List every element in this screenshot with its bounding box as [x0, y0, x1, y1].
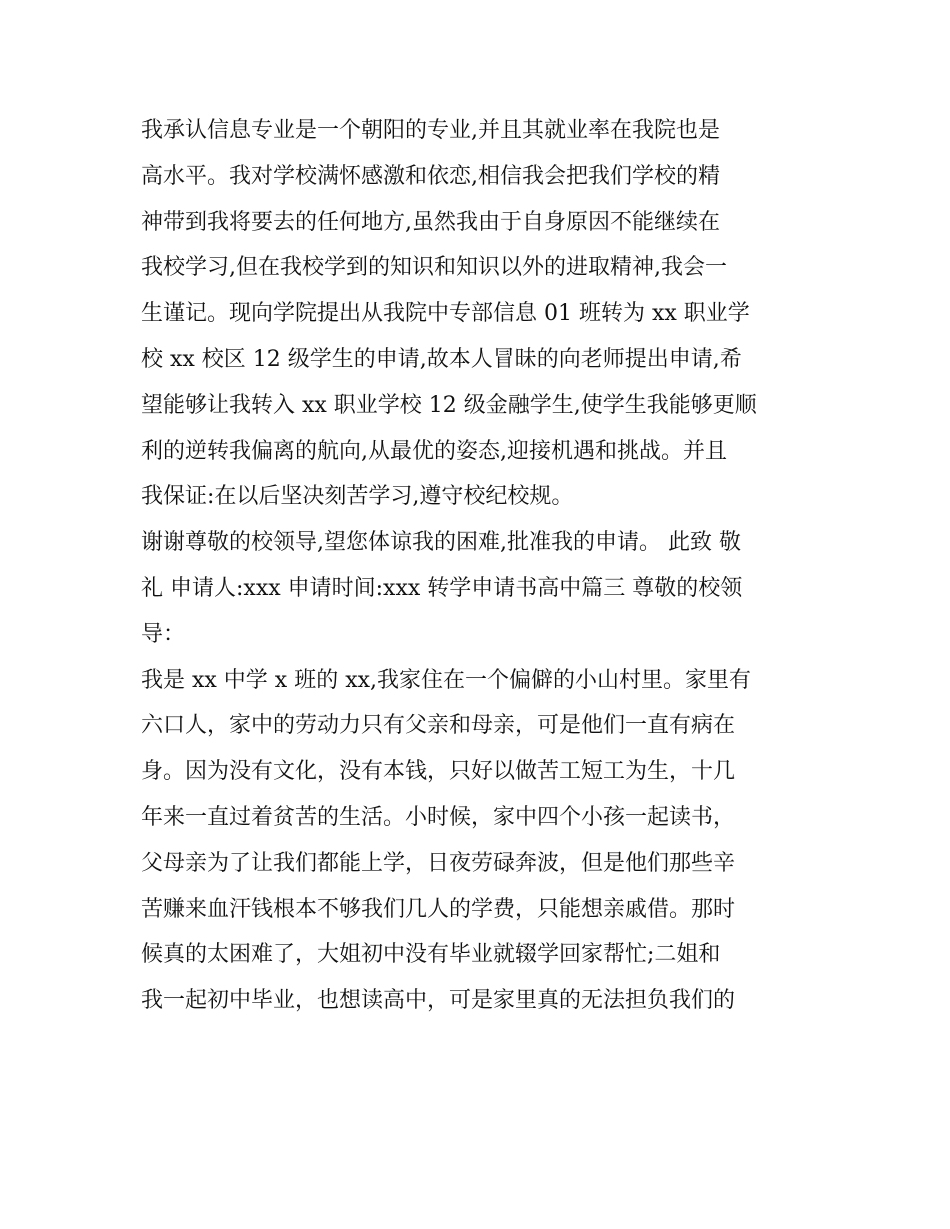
- text-line: 谢谢尊敬的校领导,望您体谅我的困难,批准我的申请。 此致 敬: [141, 530, 741, 556]
- text-line: 候真的太困难了，大姐初中没有毕业就辍学回家帮忙;二姐和: [141, 942, 721, 968]
- text-line: 我承认信息专业是一个朝阳的专业,并且其就业率在我院也是: [141, 118, 720, 143]
- text-line: 六口人，家中的劳动力只有父亲和母亲，可是他们一直有病在: [141, 713, 736, 739]
- text-line: 导：: [141, 621, 186, 647]
- text-line: 高水平。我对学校满怀感激和依恋,相信我会把我们学校的精: [141, 163, 720, 189]
- text-line: 我保证:在以后坚决刻苦学习,遵守校纪校规。: [141, 484, 574, 510]
- text-line: 礼 申请人:xxx 申请时间:xxx 转学申请书高中篇三 尊敬的校领: [141, 575, 743, 601]
- text-line: 我是 xx 中学 x 班的 xx,我家住在一个偏僻的小山村里。家里有: [141, 667, 751, 693]
- text-line: 生谨记。现向学院提出从我院中专部信息 01 班转为 xx 职业学: [141, 301, 750, 327]
- document-body: [141, 108, 821, 1024]
- text-line: 我校学习,但在我校学到的知识和知识以外的进取精神,我会一: [141, 255, 727, 281]
- text-line: 我一起初中毕业，也想读高中，可是家里真的无法担负我们的: [141, 988, 736, 1014]
- text-line: 望能够让我转入 xx 职业学校 12 级金融学生,使学生我能够更顺: [141, 392, 757, 418]
- text-line: 苦赚来血汗钱根本不够我们几人的学费，只能想亲戚借。那时: [141, 896, 736, 922]
- text-line: 父母亲为了让我们都能上学，日夜劳碌奔波，但是他们那些辛: [141, 850, 736, 876]
- text-line: 年来一直过着贫苦的生活。小时候，家中四个小孩一起读书，: [141, 804, 736, 830]
- text-line: 利的逆转我偏离的航向,从最优的姿态,迎接机遇和挑战。并且: [141, 438, 727, 464]
- text-line: 神带到我将要去的任何地方,虽然我由于自身原因不能继续在: [141, 209, 720, 235]
- text-line: 身。因为没有文化，没有本钱，只好以做苦工短工为生，十几: [141, 759, 736, 785]
- text-line: 校 xx 校区 12 级学生的申请,故本人冒昧的向老师提出申请,希: [141, 346, 742, 372]
